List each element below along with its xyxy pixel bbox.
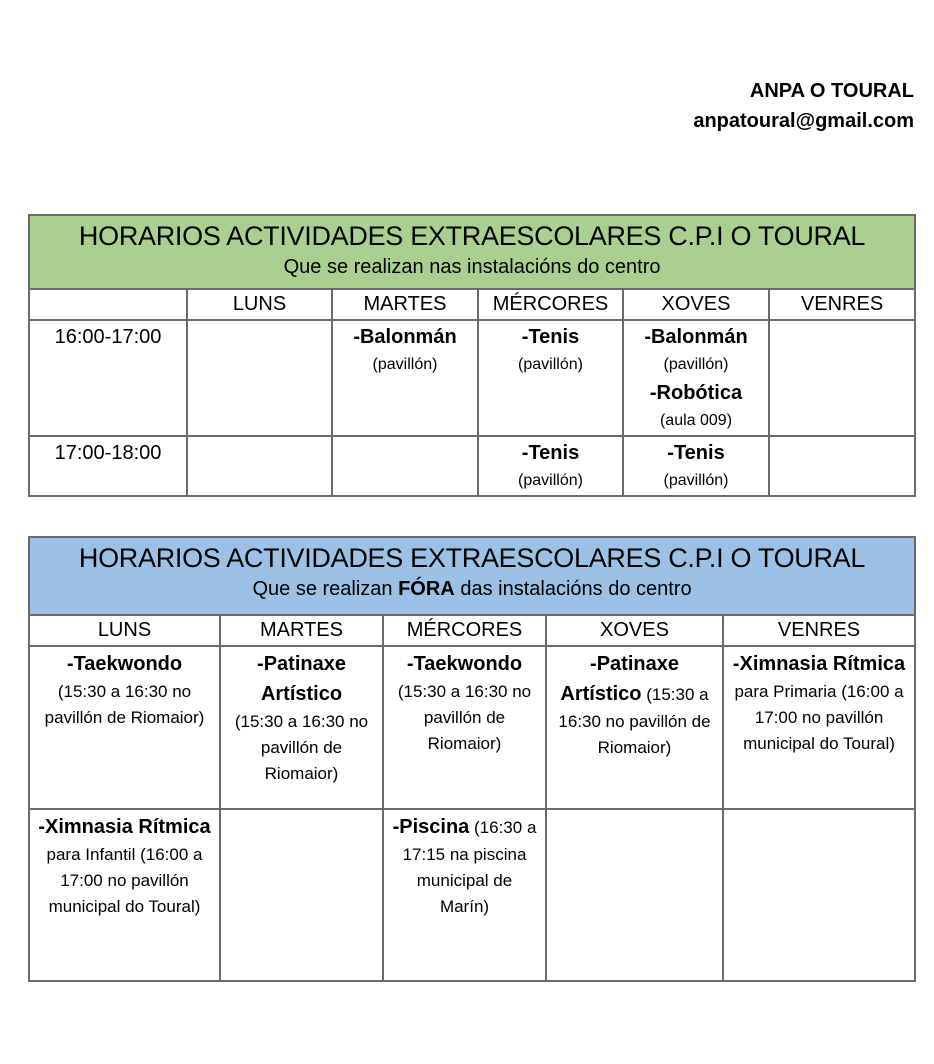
table-subtitle: Que se realizan nas instalacións do centro: [283, 255, 661, 278]
org-email: anpatoural@gmail.com: [693, 110, 914, 132]
cell-venres: [769, 320, 915, 436]
table-title-cell: [29, 215, 915, 289]
cell-xoves: [546, 809, 723, 981]
day-header-luns: LUNS: [29, 615, 220, 646]
activity-name: -Piscina: [392, 816, 470, 838]
time-slot: 16:00-17:00: [29, 320, 187, 436]
day-header-mercores: MÉRCORES: [478, 289, 623, 320]
activity-name: -Taekwondo: [406, 653, 523, 675]
activity-detail: (15:30 a 16:30 no pavillón de Riomaior): [397, 682, 532, 753]
cell-xoves: [623, 320, 769, 436]
table-row: [29, 320, 915, 436]
cell-martes: [332, 436, 478, 496]
org-header: [693, 76, 914, 136]
cell-martes: [220, 646, 383, 809]
activity-detail: (15:30 a 16:30 no pavillón de Riomaior): [44, 682, 205, 727]
day-header-venres: VENRES: [769, 289, 915, 320]
activity-name: -Patinaxe Artístico: [257, 653, 346, 705]
activity-name: -Robótica: [649, 382, 743, 404]
table-subtitle: [30, 574, 914, 602]
activity-place: (pavillón): [518, 356, 583, 373]
table-row: [29, 646, 915, 809]
activity-place: (pavillón): [663, 472, 729, 489]
activity-place: (pavillón): [663, 356, 729, 373]
cell-xoves: [623, 436, 769, 496]
cell-martes: [332, 320, 478, 436]
schedule-table-inside: [28, 214, 916, 497]
activity-detail: para Primaria (16:00 a 17:00 no pavillón municipal do Toural): [734, 682, 904, 753]
activity-place: (pavillón): [518, 472, 583, 489]
cell-luns: [29, 809, 220, 981]
day-header-martes: MARTES: [332, 289, 478, 320]
activity-name: -Tenis: [521, 326, 580, 348]
table-title-cell: [29, 537, 915, 615]
cell-luns: [29, 646, 220, 809]
table-row: [29, 436, 915, 496]
day-header-mercores: MÉRCORES: [383, 615, 546, 646]
activity-name: -Tenis: [521, 442, 580, 464]
cell-mercores: [478, 320, 623, 436]
table-row: [29, 809, 915, 981]
activity-place: (aula 009): [659, 412, 733, 429]
activity-detail: (16:30 a 17:15 na piscina municipal de Marín): [402, 818, 537, 916]
activity-detail: para Infantil (16:00 a 17:00 no pavillón municipal do Toural): [46, 845, 203, 916]
schedule-table-outside: [28, 536, 916, 982]
activity-name: -Balonmán: [353, 326, 457, 348]
cell-luns: [187, 320, 332, 436]
cell-xoves: [546, 646, 723, 809]
subtitle-pre: Que se realizan: [252, 577, 393, 600]
activity-detail: (15:30 a 16:30 no pavillón de Riomaior): [558, 685, 711, 757]
table-title: HORARIOS ACTIVIDADES EXTRAESCOLARES C.P.I O TOURAL: [78, 543, 866, 573]
cell-mercores: [383, 809, 546, 981]
activity-detail: (15:30 a 16:30 no pavillón de Riomaior): [234, 712, 369, 783]
activity-name: -Ximnasia Rítmica: [38, 816, 211, 838]
cell-mercores: [383, 646, 546, 809]
day-header-luns: LUNS: [187, 289, 332, 320]
cell-venres: [769, 436, 915, 496]
cell-mercores: [478, 436, 623, 496]
day-header-venres: VENRES: [723, 615, 915, 646]
day-header-xoves: XOVES: [546, 615, 723, 646]
cell-venres: [723, 646, 915, 809]
activity-name: -Tenis: [667, 442, 725, 464]
day-header-martes: MARTES: [220, 615, 383, 646]
cell-martes: [220, 809, 383, 981]
cell-venres: [723, 809, 915, 981]
time-slot: 17:00-18:00: [29, 436, 187, 496]
activity-name: -Ximnasia Rítmica: [732, 653, 906, 675]
org-name: ANPA O TOURAL: [749, 80, 914, 102]
subtitle-post: das instalacións do centro: [460, 577, 692, 600]
day-header-xoves: XOVES: [623, 289, 769, 320]
subtitle-emphasis: FÓRA: [398, 577, 455, 600]
cell-luns: [187, 436, 332, 496]
table-title: HORARIOS ACTIVIDADES EXTRAESCOLARES C.P.I O TOURAL: [78, 221, 866, 251]
corner-cell: [29, 289, 187, 320]
activity-name: -Taekwondo: [66, 653, 183, 675]
activity-name: -Balonmán: [644, 326, 748, 348]
activity-place: (pavillón): [372, 356, 438, 373]
activity-name: -Patinaxe Artístico: [560, 653, 679, 705]
